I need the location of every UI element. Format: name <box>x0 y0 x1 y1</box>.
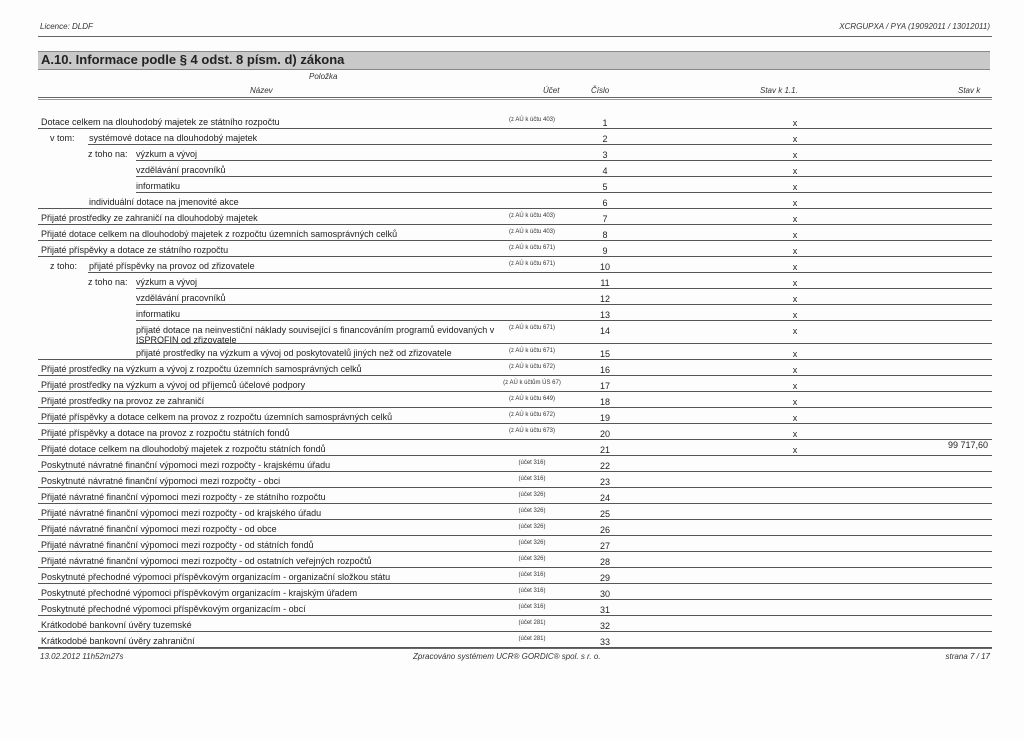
table-row <box>0 193 1024 209</box>
row-name: Přijaté návratné finanční výpomoci mezi rozpočty - od ostatních veřejných rozpočtů <box>41 556 372 566</box>
row-account: (účet 281) <box>518 620 546 626</box>
footer-system: Zpracováno systémem UCR® GORDIC® spol. s r. o. <box>413 652 601 661</box>
row-stav-1-1: x <box>792 397 798 407</box>
table-row <box>0 424 1024 440</box>
row-number: 11 <box>600 278 610 288</box>
row-account: (z AÚ k účtu 403) <box>508 117 556 123</box>
row-name: Poskytnuté návratné finanční výpomoci mezi rozpočty - obci <box>41 476 281 486</box>
table-row <box>0 257 1024 273</box>
row-number: 17 <box>599 381 610 391</box>
row-stav-1-1: x <box>792 429 798 439</box>
row-prefix: v tom: <box>50 133 75 143</box>
row-name: informatiku <box>136 181 181 191</box>
row-name: Přijaté návratné finanční výpomoci mezi rozpočty - od státních fondů <box>41 540 314 550</box>
row-number: 20 <box>599 429 610 439</box>
row-name: vzdělávání pracovníků <box>136 165 226 175</box>
row-account: (účet 326) <box>518 540 546 546</box>
row-name: Přijaté příspěvky a dotace celkem na provoz z rozpočtu územních samosprávných celků <box>41 412 393 422</box>
row-stav-k: 99 717,60 <box>947 440 988 450</box>
column-header-stav-k: Stav k <box>958 86 981 95</box>
header-rule <box>38 97 992 98</box>
row-account: (z AÚ k účtu 671) <box>508 325 556 331</box>
row-account: (účet 316) <box>518 572 546 578</box>
row-stav-1-1: x <box>792 182 798 192</box>
row-stav-1-1: x <box>792 413 798 423</box>
row-number: 30 <box>599 589 610 599</box>
table-row <box>0 616 1024 632</box>
row-number: 8 <box>602 230 608 240</box>
table-row <box>0 273 1024 289</box>
row-stav-1-1: x <box>792 262 798 272</box>
row-name: Krátkodobé bankovní úvěry tuzemské <box>41 620 192 630</box>
column-header-stav-1-1: Stav k 1.1. <box>760 86 798 95</box>
row-stav-1-1: x <box>792 118 798 128</box>
table-row <box>0 161 1024 177</box>
row-name: Přijaté prostředky na provoz ze zahraničí <box>41 396 205 406</box>
row-account: (z AÚ k účtu 673) <box>508 428 556 434</box>
document-id: XCRGUPXA / PYA (19092011 / 13012011) <box>839 22 990 31</box>
table-row <box>0 289 1024 305</box>
table-row <box>0 408 1024 424</box>
row-number: 32 <box>599 621 610 631</box>
row-name: Poskytnuté přechodné výpomoci příspěvkovým organizacím - organizační složkou státu <box>41 572 391 582</box>
row-account: (z AÚ k účtu 403) <box>508 229 556 235</box>
table-row <box>0 360 1024 376</box>
row-number: 14 <box>599 326 610 336</box>
row-stav-1-1: x <box>792 134 798 144</box>
table-row <box>0 376 1024 392</box>
row-name: Přijaté návratné finanční výpomoci mezi rozpočty - od krajského úřadu <box>41 508 322 518</box>
row-name: Přijaté příspěvky a dotace ze státního rozpočtu <box>41 245 229 255</box>
table-row <box>0 225 1024 241</box>
table-row <box>0 536 1024 552</box>
row-number: 3 <box>602 150 608 160</box>
footer-page-number: strana 7 / 17 <box>945 652 990 661</box>
header-divider <box>38 36 992 37</box>
row-account: (účet 281) <box>518 636 546 642</box>
row-stav-1-1: x <box>792 246 798 256</box>
row-stav-1-1: x <box>792 278 798 288</box>
table-row <box>0 344 1024 360</box>
row-account: (účet 326) <box>518 556 546 562</box>
row-number: 25 <box>599 509 610 519</box>
row-name: Poskytnuté návratné finanční výpomoci mezi rozpočty - krajskému úřadu <box>41 460 331 470</box>
row-number: 9 <box>602 246 608 256</box>
table-row <box>0 321 1024 344</box>
row-name: přijaté příspěvky na provoz od zřizovatele <box>89 261 255 271</box>
table-row <box>0 392 1024 408</box>
row-number: 1 <box>602 118 608 128</box>
data-table <box>0 113 1024 648</box>
row-account: (účet 316) <box>518 604 546 610</box>
row-name: vzdělávání pracovníků <box>136 293 226 303</box>
table-row <box>0 305 1024 321</box>
row-number: 12 <box>599 294 610 304</box>
header-rule-double <box>38 99 992 100</box>
row-stav-1-1: x <box>792 198 798 208</box>
row-name: systémové dotace na dlouhodobý majetek <box>89 133 258 143</box>
table-row <box>0 129 1024 145</box>
row-account: (z AÚ k účtu 671) <box>508 245 556 251</box>
row-name: individuální dotace na jmenovité akce <box>89 197 239 207</box>
row-name: Krátkodobé bankovní úvěry zahraniční <box>41 636 195 646</box>
row-account: (účet 316) <box>518 460 546 466</box>
row-stav-1-1: x <box>792 381 798 391</box>
row-name: Dotace celkem na dlouhodobý majetek ze státního rozpočtu <box>41 117 280 127</box>
column-header-nazev: Název <box>250 86 273 95</box>
table-row <box>0 584 1024 600</box>
row-number: 27 <box>599 541 610 551</box>
row-name: Poskytnuté přechodné výpomoci příspěvkovým organizacím - krajským úřadem <box>41 588 358 598</box>
row-stav-1-1: x <box>792 294 798 304</box>
row-number: 13 <box>599 310 610 320</box>
row-account: (z AÚ k účtu 671) <box>508 261 556 267</box>
row-account: (z AÚ k účtu 403) <box>508 213 556 219</box>
row-number: 21 <box>599 445 610 455</box>
column-header-ucet: Účet <box>543 86 560 95</box>
row-name: Přijaté prostředky ze zahraničí na dlouhodobý majetek <box>41 213 258 223</box>
row-stav-1-1: x <box>792 349 798 359</box>
row-stav-1-1: x <box>792 166 798 176</box>
footer-divider <box>38 648 992 649</box>
row-prefix: z toho na: <box>88 277 128 287</box>
row-account: (z AÚ k účtu 672) <box>508 412 556 418</box>
row-number: 15 <box>599 349 610 359</box>
row-account: (z AÚ k účtům ÚS 67) <box>503 380 561 386</box>
row-number: 16 <box>599 365 610 375</box>
row-stav-1-1: x <box>792 230 798 240</box>
row-number: 23 <box>599 477 610 487</box>
row-name: výzkum a vývoj <box>136 149 198 159</box>
table-row <box>0 177 1024 193</box>
section-title: A.10. Informace podle § 4 odst. 8 písm. d) zákona <box>41 52 345 67</box>
table-row <box>0 209 1024 225</box>
row-number: 6 <box>602 198 608 208</box>
row-name: informatiku <box>136 309 181 319</box>
table-row <box>0 504 1024 520</box>
licence-label: Licence: DLDF <box>40 22 93 31</box>
row-name: Přijaté návratné finanční výpomoci mezi rozpočty - od obce <box>41 524 277 534</box>
row-number: 4 <box>602 166 608 176</box>
row-name: Přijaté dotace celkem na dlouhodobý majetek z rozpočtu územních samosprávných celků <box>41 229 398 239</box>
row-number: 33 <box>599 637 610 647</box>
column-header-polozka: Položka <box>309 72 338 81</box>
row-name: Přijaté příspěvky a dotace na provoz z rozpočtu státních fondů <box>41 428 290 438</box>
row-number: 22 <box>599 461 610 471</box>
table-row <box>0 145 1024 161</box>
row-number: 2 <box>602 134 608 144</box>
row-name: Přijaté návratné finanční výpomoci mezi rozpočty - ze státního rozpočtu <box>41 492 326 502</box>
row-name: Poskytnuté přechodné výpomoci příspěvkovým organizacím - obcí <box>41 604 306 614</box>
row-account: (z AÚ k účtu 672) <box>508 364 556 370</box>
table-row <box>0 488 1024 504</box>
row-number: 10 <box>599 262 610 272</box>
row-account: (účet 316) <box>518 476 546 482</box>
row-number: 19 <box>599 413 610 423</box>
row-name: přijaté prostředky na výzkum a vývoj od poskytovatelů jiných než od zřizovatele <box>136 348 452 358</box>
row-name: Přijaté dotace celkem na dlouhodobý majetek z rozpočtu státních fondů <box>41 444 326 454</box>
footer-timestamp: 13.02.2012 11h52m27s <box>40 652 124 661</box>
row-number: 31 <box>599 605 610 615</box>
row-account: (účet 326) <box>518 508 546 514</box>
row-stav-1-1: x <box>792 310 798 320</box>
row-stav-1-1: x <box>792 365 798 375</box>
row-number: 18 <box>599 397 610 407</box>
table-row <box>0 241 1024 257</box>
row-number: 28 <box>599 557 610 567</box>
row-name: výzkum a vývoj <box>136 277 198 287</box>
row-prefix: z toho na: <box>88 149 128 159</box>
row-number: 7 <box>602 214 608 224</box>
table-row <box>0 632 1024 648</box>
row-stav-1-1: x <box>792 214 798 224</box>
row-name: Přijaté prostředky na výzkum a vývoj z rozpočtu územních samosprávných celků <box>41 364 362 374</box>
row-name: přijaté dotace na neinvestiční náklady související s financováním programů evidovaných v ISPROFIN od zřizovatele <box>136 325 495 345</box>
row-stav-1-1: x <box>792 445 798 455</box>
row-stav-1-1: x <box>792 150 798 160</box>
row-number: 29 <box>599 573 610 583</box>
row-number: 24 <box>599 493 610 503</box>
row-account: (z AÚ k účtu 649) <box>508 396 556 402</box>
row-prefix: z toho: <box>50 261 78 271</box>
table-row <box>0 600 1024 616</box>
row-account: (účet 326) <box>518 492 546 498</box>
row-account: (z AÚ k účtu 671) <box>508 348 556 354</box>
table-row <box>0 568 1024 584</box>
row-number: 5 <box>602 182 608 192</box>
row-account: (účet 326) <box>518 524 546 530</box>
table-row <box>0 440 1024 456</box>
row-number: 26 <box>599 525 610 535</box>
column-header-cislo: Číslo <box>591 86 610 95</box>
row-account: (účet 316) <box>518 588 546 594</box>
table-row <box>0 472 1024 488</box>
table-row <box>0 456 1024 472</box>
table-row <box>0 520 1024 536</box>
table-row <box>0 113 1024 129</box>
row-name: Přijaté prostředky na výzkum a vývoj od příjemců účelové podpory <box>41 380 306 390</box>
table-row <box>0 552 1024 568</box>
row-stav-1-1: x <box>792 326 798 336</box>
